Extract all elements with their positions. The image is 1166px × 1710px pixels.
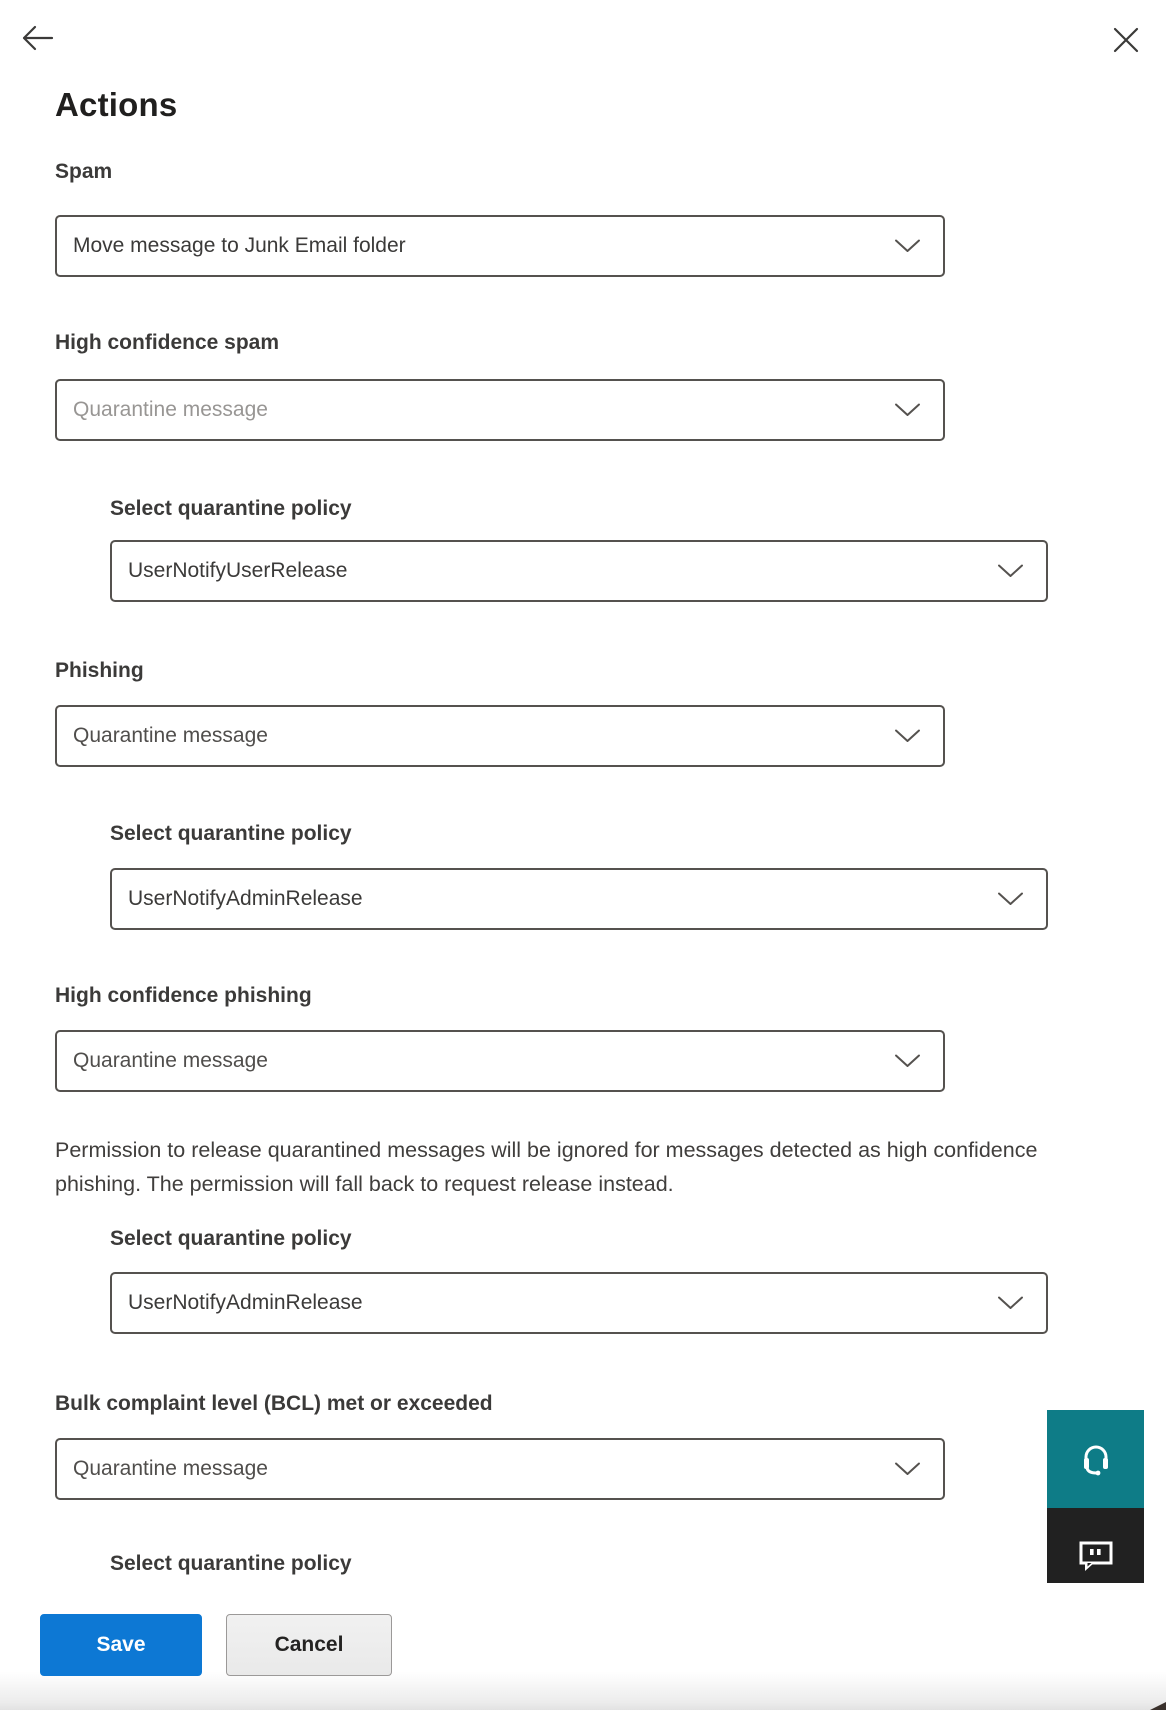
headset-icon [1074, 1437, 1118, 1481]
high-confidence-spam-dropdown[interactable] [55, 379, 945, 441]
phishing-quarantine-policy-value: UserNotifyAdminRelease [128, 887, 363, 910]
chat-bubble-icon [1075, 1536, 1117, 1578]
hcs-quarantine-policy-label: Select quarantine policy [110, 497, 352, 520]
bcl-quarantine-policy-label-clipped [110, 1552, 352, 1583]
bcl-label: Bulk complaint level (BCL) met or exceeded [55, 1392, 493, 1415]
chevron-down-icon [997, 892, 1024, 907]
phishing-quarantine-policy-dropdown[interactable] [110, 868, 1048, 930]
spam-action-value: Move message to Junk Email folder [73, 234, 406, 257]
cancel-button[interactable]: Cancel [226, 1614, 392, 1676]
high-confidence-spam-value: Quarantine message [73, 398, 268, 421]
chevron-down-icon [894, 403, 921, 418]
hcp-quarantine-policy-dropdown[interactable] [110, 1272, 1048, 1334]
hcp-quarantine-policy-label: Select quarantine policy [110, 1227, 352, 1250]
phishing-label: Phishing [55, 659, 144, 682]
close-icon [1112, 26, 1140, 54]
chevron-down-icon [997, 564, 1024, 579]
chevron-down-icon [894, 729, 921, 744]
bcl-action-dropdown[interactable] [55, 1438, 945, 1500]
bcl-quarantine-policy-label: Select quarantine policy [110, 1552, 352, 1575]
phishing-quarantine-policy-label: Select quarantine policy [110, 822, 352, 845]
chevron-down-icon [894, 1462, 921, 1477]
hcs-quarantine-policy-value: UserNotifyUserRelease [128, 559, 348, 582]
phishing-action-value: Quarantine message [73, 724, 268, 747]
high-confidence-spam-label: High confidence spam [55, 331, 280, 354]
close-button[interactable] [1108, 22, 1144, 58]
high-confidence-phishing-label: High confidence phishing [55, 984, 312, 1007]
phishing-action-dropdown[interactable] [55, 705, 945, 767]
chevron-down-icon [894, 1054, 921, 1069]
bcl-action-value: Quarantine message [73, 1457, 268, 1480]
chevron-down-icon [894, 239, 921, 254]
arrow-left-icon [21, 23, 55, 53]
hcs-quarantine-policy-dropdown[interactable] [110, 540, 1048, 602]
spam-action-dropdown[interactable] [55, 215, 945, 277]
page-title: Actions [55, 86, 178, 123]
save-button[interactable]: Save [40, 1614, 202, 1676]
spam-label: Spam [55, 160, 113, 183]
footer-bar [0, 1583, 1166, 1710]
hcp-permission-note: Permission to release quarantined messages will be ignored for messages detected as high confidence phishing. The permission will fall back to request release instead. [55, 1138, 1038, 1196]
hcp-quarantine-policy-value: UserNotifyAdminRelease [128, 1291, 363, 1314]
high-confidence-phishing-dropdown[interactable] [55, 1030, 945, 1092]
chevron-down-icon [997, 1296, 1024, 1311]
support-button[interactable] [1047, 1410, 1144, 1508]
high-confidence-phishing-value: Quarantine message [73, 1049, 268, 1072]
back-button[interactable] [20, 20, 56, 56]
